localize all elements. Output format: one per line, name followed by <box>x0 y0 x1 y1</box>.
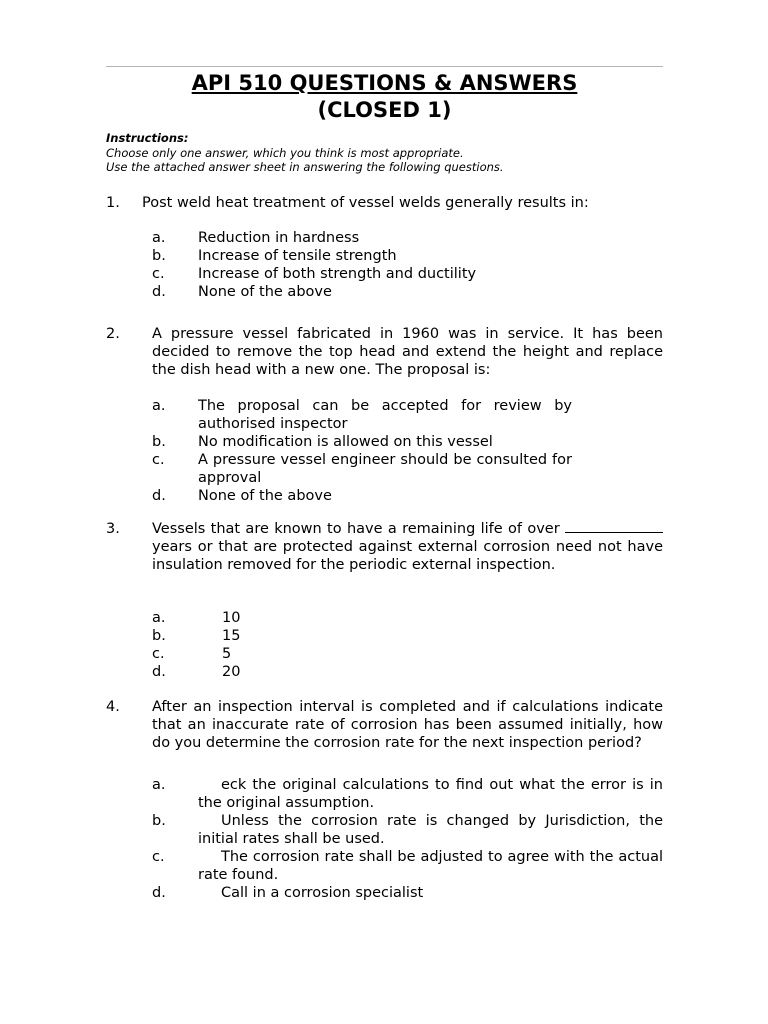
question-number: 1. <box>106 195 120 211</box>
option-text: eck the original calculations to find out what the error is in the original assumption. <box>198 777 663 811</box>
option-label: b. <box>152 248 166 264</box>
question-2-options <box>152 397 572 505</box>
question-text: Post weld heat treatment of vessel welds generally results in: <box>142 195 589 211</box>
answer-blank <box>565 520 663 533</box>
question-text <box>152 520 663 574</box>
option-d <box>152 487 572 505</box>
page-title: API 510 QUESTIONS & ANSWERS <box>191 71 578 95</box>
instructions-heading: Instructions: <box>106 131 189 145</box>
question-4 <box>106 698 663 752</box>
option-c <box>152 265 572 283</box>
option-label: b. <box>152 434 166 450</box>
option-label: a. <box>152 230 166 246</box>
question-number: 3. <box>106 521 120 537</box>
option-text: Call in a corrosion specialist <box>221 885 424 901</box>
option-text: The corrosion rate shall be adjusted to agree with the actual rate found. <box>198 849 663 883</box>
option-text: Increase of both strength and ductility <box>198 266 477 282</box>
option-text: The proposal can be accepted for review by authorised inspector <box>198 398 572 432</box>
question-1 <box>106 194 663 212</box>
option-b <box>152 812 663 848</box>
option-text: None of the above <box>198 284 332 300</box>
question-text-before-blank: Vessels that are known to have a remaining life of over <box>152 521 560 537</box>
option-label: c. <box>152 266 165 282</box>
instructions <box>106 131 663 175</box>
option-b <box>152 433 572 451</box>
option-label: b. <box>152 628 166 644</box>
question-number: 4. <box>106 699 120 715</box>
option-label: d. <box>152 488 166 504</box>
option-text: None of the above <box>198 488 332 504</box>
option-text: A pressure vessel engineer should be consulted for approval <box>198 452 572 486</box>
question-number: 2. <box>106 326 120 342</box>
option-text: 20 <box>222 664 241 680</box>
question-3-options <box>152 609 572 681</box>
option-label: d. <box>152 885 166 901</box>
option-b <box>152 247 572 265</box>
option-d <box>152 663 572 681</box>
instructions-line-2: Use the attached answer sheet in answering the following questions. <box>106 160 504 174</box>
option-text: 10 <box>222 610 241 626</box>
option-text: 15 <box>222 628 241 644</box>
instructions-line-1: Choose only one answer, which you think is most appropriate. <box>106 145 464 160</box>
option-label: c. <box>152 849 165 865</box>
option-text: Unless the corrosion rate is changed by Jurisdiction, the initial rates shall be used. <box>198 813 663 847</box>
page-subtitle: (CLOSED 1) <box>317 98 452 122</box>
option-a <box>152 776 663 812</box>
option-c <box>152 848 663 884</box>
top-rule <box>106 66 663 67</box>
question-text: After an inspection interval is completed and if calculations indicate that an inaccurate rate of corrosion has been assumed initially, how do you determine the corrosion rate for the next inspection period? <box>152 699 663 751</box>
question-3 <box>106 520 663 574</box>
question-4-options <box>152 776 663 902</box>
option-label: a. <box>152 777 166 793</box>
option-label: c. <box>152 452 165 468</box>
option-text: No modification is allowed on this vessel <box>198 434 493 450</box>
option-label: b. <box>152 813 166 829</box>
question-1-options <box>152 229 572 301</box>
question-text: A pressure vessel fabricated in 1960 was in service. It has been decided to remove the top head and extend the height and replace the dish head with a new one. The proposal is: <box>152 326 663 378</box>
option-a <box>152 397 572 433</box>
option-label: c. <box>152 646 165 662</box>
question-2 <box>106 325 663 379</box>
option-label: a. <box>152 398 166 414</box>
option-label: a. <box>152 610 166 626</box>
option-c <box>152 645 572 663</box>
option-a <box>152 609 572 627</box>
option-b <box>152 627 572 645</box>
question-text-after-blank: years or that are protected against external corrosion need not have insulation removed for the periodic external inspection. <box>152 539 663 573</box>
option-text: Reduction in hardness <box>198 230 360 246</box>
option-d <box>152 884 663 902</box>
option-a <box>152 229 572 247</box>
option-d <box>152 283 572 301</box>
option-c <box>152 451 572 487</box>
option-label: d. <box>152 284 166 300</box>
option-text: 5 <box>222 646 232 662</box>
option-text: Increase of tensile strength <box>198 248 397 264</box>
option-label: d. <box>152 664 166 680</box>
